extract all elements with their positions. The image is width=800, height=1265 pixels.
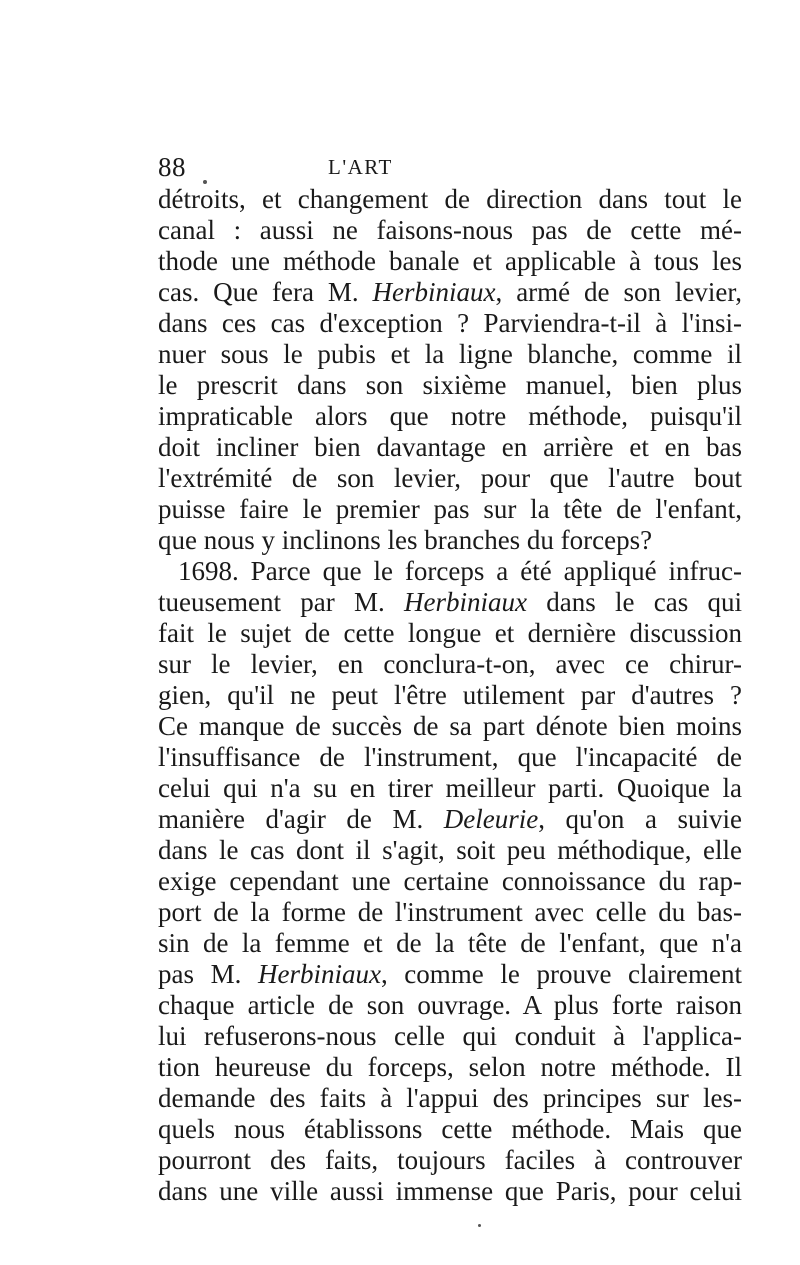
text-line: quels nous établissons cette méthode. Mais que <box>158 1114 742 1144</box>
text-line: port de la forme de l'instrument avec celle du bas- <box>158 897 742 927</box>
text-line: que nous y inclinons les branches du forceps? <box>158 525 653 555</box>
author-name: Herbiniaux <box>257 959 381 989</box>
paragraph-start-line: 1698. Parce que le forceps a été appliqué infruc- <box>178 556 742 586</box>
text-line: tion heureuse du forceps, selon notre méthode. Il <box>158 1052 742 1082</box>
text-line: chaque article de son ouvrage. A plus forte raison <box>158 990 742 1020</box>
author-name: Herbiniaux <box>404 587 527 617</box>
text-line: l'extrémité de son levier, pour que l'autre bout <box>158 463 742 493</box>
text-line: canal : aussi ne faisons-nous pas de cette mé- <box>158 215 742 245</box>
text-line: Ce manque de succès de sa part dénote bien moins <box>158 711 742 741</box>
text-line: gien, qu'il ne peut l'être utilement par d'autres ? <box>158 680 742 710</box>
text-line: détroits, et changement de direction dans tout le <box>158 184 742 214</box>
text-line: manière d'agir de M. Deleurie, qu'on a suivie <box>158 804 743 834</box>
text-line: nuer sous le pubis et la ligne blanche, comme il <box>158 339 742 369</box>
text-line: pas M. Herbiniaux, comme le prouve clairement <box>158 959 742 989</box>
text-line: impraticable alors que notre méthode, puisqu'il <box>158 401 742 431</box>
ink-speck <box>203 180 207 184</box>
text-line: pourront des faits, toujours faciles à controuver <box>158 1145 742 1175</box>
text-line: le prescrit dans son sixième manuel, bien plus <box>158 370 742 400</box>
text-line: fait le sujet de cette longue et dernière discussion <box>158 618 742 648</box>
author-name: Deleurie <box>443 804 539 834</box>
running-title: L'ART <box>328 155 393 179</box>
author-name: Herbiniaux <box>372 277 496 307</box>
text-line: dans le cas dont il s'agit, soit peu méthodique, elle <box>158 835 742 865</box>
ink-speck <box>478 1224 481 1227</box>
running-head <box>158 152 743 182</box>
text-line: exige cependant une certaine connoissance du rap- <box>158 866 742 896</box>
body-text <box>158 184 742 1207</box>
text-line: doit incliner bien davantage en arrière et en bas <box>158 432 742 462</box>
text-line: celui qui n'a su en tirer meilleur parti. Quoique la <box>158 773 742 803</box>
text-line: sur le levier, en conclura-t-on, avec ce chirur- <box>158 649 742 679</box>
page-number: 88 <box>158 152 186 182</box>
text-line: l'insuffisance de l'instrument, que l'incapacité de <box>158 742 742 772</box>
text-line: tueusement par M. Herbiniaux dans le cas qui <box>158 587 742 617</box>
text-line: puisse faire le premier pas sur la tête de l'enfant, <box>158 494 742 524</box>
text-line: thode une méthode banale et applicable à tous les <box>158 246 742 276</box>
text-line: lui refuserons-nous celle qui conduit à l'applica- <box>158 1021 742 1051</box>
text-line: demande des faits à l'appui des principes sur les- <box>158 1083 742 1113</box>
text-line: cas. Que fera M. Herbiniaux, armé de son levier, <box>158 277 742 307</box>
text-line: dans une ville aussi immense que Paris, pour celui <box>158 1176 742 1206</box>
text-line: sin de la femme et de la tête de l'enfant, que n'a <box>158 928 742 958</box>
text-line: dans ces cas d'exception ? Parviendra-t-il à l'insi- <box>158 308 742 338</box>
